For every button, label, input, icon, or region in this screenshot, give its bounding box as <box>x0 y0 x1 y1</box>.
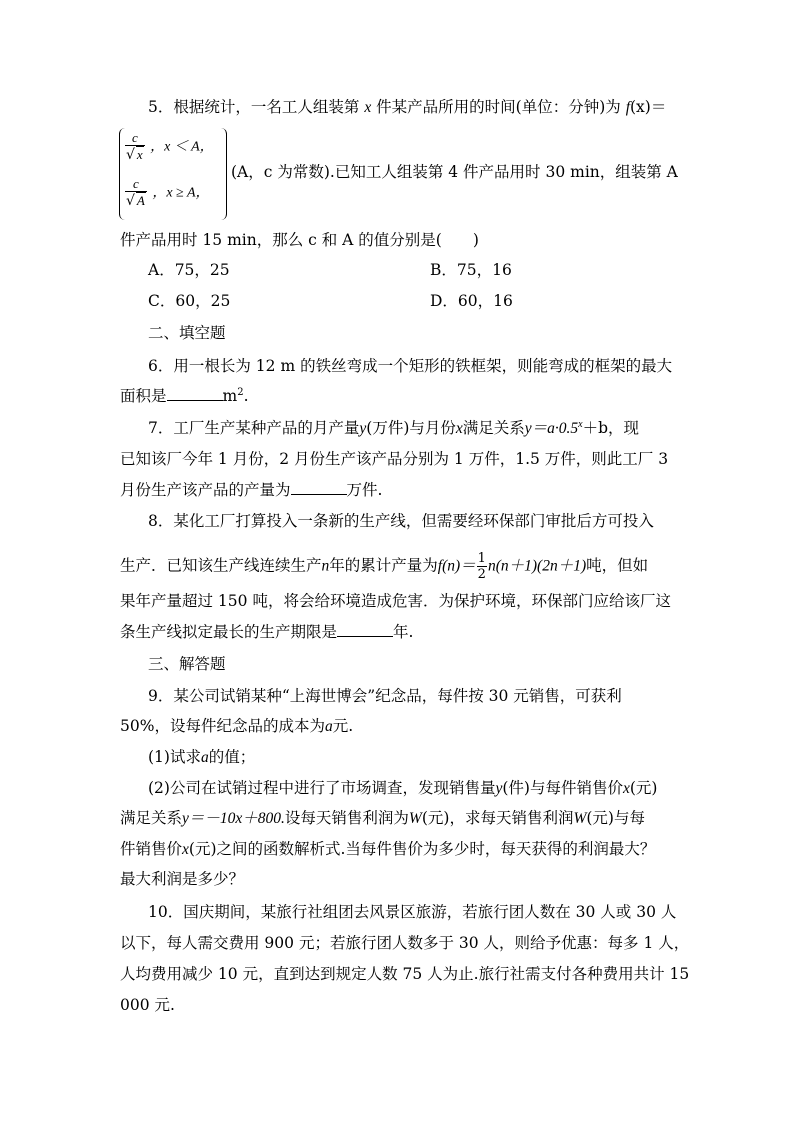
option-d <box>430 291 513 311</box>
var-x: x <box>182 841 189 858</box>
var-W: W <box>573 810 587 827</box>
var-a: a <box>324 718 333 735</box>
fraction <box>477 551 487 582</box>
option-c-text: C．60，25 <box>148 292 231 310</box>
section2-text: 二、填空题 <box>148 324 226 342</box>
condition: ，x ≥ A， <box>152 185 210 201</box>
var-x: x <box>364 99 372 116</box>
q9-text: 50%，设每件纪念品的成本为 <box>120 717 325 735</box>
q9-part2-line4 <box>120 869 244 889</box>
q7-text: 已知该厂今年 1 月份，2 月份生产该产品分别为 1 万件，1.5 万件，则此工厂 3 <box>120 450 669 468</box>
q9-text: (元) <box>629 779 658 797</box>
q5-text: 件产品用时 15 min，那么 c 和 A 的值分别是( ) <box>120 231 479 249</box>
piecewise-case-1 <box>124 130 214 163</box>
q7-text: 满足关系 <box>462 419 525 437</box>
q8-text: 8．某化工厂打算投入一条新的生产线，但需要经环保部门审批后方可投入 <box>148 512 654 530</box>
q7-line3 <box>120 480 382 500</box>
q8-line1 <box>148 511 654 531</box>
var-n: n <box>321 557 330 575</box>
q5-line2 <box>231 162 678 182</box>
condition: ，x ＜ A， <box>150 139 214 155</box>
sqrt-icon: √ <box>126 193 135 209</box>
frac-num: c <box>125 130 145 146</box>
var-y: y <box>495 780 503 797</box>
q7-text: 万件. <box>346 481 383 499</box>
func-f: f <box>625 99 630 116</box>
section3-text: 三、解答题 <box>148 655 226 673</box>
q5-text: 件某产品所用的时间(单位：分钟)为 <box>376 98 621 116</box>
q7-line1 <box>148 418 639 439</box>
q9-text: (件)与每件销售价 <box>502 779 623 797</box>
func-fn: f(n)＝ <box>437 557 476 575</box>
q10-text: 人均费用减少 10 元，直到达到规定人数 75 人为止.旅行社需支付各种费用共计 15 <box>120 965 690 983</box>
q10-text: 10．国庆期间，某旅行社组团去风景区旅游，若旅行团人数在 30 人或 30 人 <box>148 903 677 921</box>
var-x: x <box>622 780 630 797</box>
q9-part2-line3 <box>120 839 655 860</box>
q10-line1 <box>148 902 676 922</box>
q10-line4 <box>120 995 175 1015</box>
unit: m <box>222 387 238 405</box>
q9-text: (2)公司在试销过程中进行了市场调查，发现销售量 <box>148 779 496 797</box>
q5-text: 5．根据统计，一名工人组装第 <box>148 98 360 116</box>
q9-text: 满足关系 <box>120 809 183 827</box>
answer-blank[interactable] <box>167 386 223 401</box>
answer-blank[interactable] <box>291 480 347 495</box>
q9-text: 9．某公司试销某种“上海世博会”纪念品，每件按 30 元销售，可获利 <box>148 687 622 705</box>
q9-text: 的值； <box>208 748 256 766</box>
right-brace <box>220 128 227 220</box>
superscript: 2 <box>237 386 244 398</box>
q9-line2 <box>120 716 353 737</box>
formula: y＝a·0.5 <box>524 420 579 437</box>
q10-line3 <box>120 964 689 984</box>
q7-text: 7．工厂生产某种产品的月产量 <box>148 419 360 437</box>
q9-part2-line2 <box>120 808 645 829</box>
q9-part2-line1 <box>148 778 657 799</box>
radicand: x <box>136 147 143 162</box>
var-y: y <box>359 420 367 437</box>
frac-den <box>125 192 147 209</box>
frac-num: c <box>125 176 147 192</box>
var-x: x <box>455 420 463 437</box>
q7-text: 月份生产该产品的产量为 <box>120 481 291 499</box>
q9-part1 <box>148 747 255 768</box>
superscript: x <box>578 418 583 430</box>
q9-text: (元)之间的函数解析式.当每件售价为多少时，每天获得的利润最大？ <box>188 840 656 858</box>
option-b <box>430 260 512 280</box>
q9-text: (1)试求 <box>148 748 201 766</box>
q10-text: 以下，每人需交费用 900 元；若旅行团人数多于 30 人，则给予优惠：每多 1 人， <box>120 934 690 952</box>
section-heading-fill-blank <box>148 323 226 343</box>
q8-text: 年. <box>393 623 414 641</box>
section-heading-solve <box>148 654 226 674</box>
var-W: W <box>408 810 422 827</box>
q9-line1 <box>148 686 622 706</box>
q9-text: (元)与每 <box>586 809 645 827</box>
formula: n(n＋1)(2n＋1) <box>487 557 587 575</box>
q8-text: 吨，但如 <box>586 556 649 575</box>
q7-text: ＋b，现 <box>582 419 640 437</box>
q5-text: (A，c 为常数).已知工人组装第 4 件产品用时 30 min，组装第 A <box>231 163 678 181</box>
option-d-text: D．60，16 <box>430 292 513 310</box>
q9-text: 设每天销售利润为 <box>284 809 409 827</box>
q10-text: 000 元. <box>120 996 175 1014</box>
q7-text: (万件)与月份 <box>366 419 456 437</box>
q5-line1 <box>148 97 666 118</box>
fraction <box>125 130 145 163</box>
q9-text: 件销售价 <box>120 840 183 858</box>
frac-den: 2 <box>477 567 486 582</box>
q8-line3 <box>120 591 671 611</box>
q6-line1 <box>148 356 672 376</box>
piecewise-case-2 <box>124 176 210 209</box>
q7-line2 <box>120 449 668 469</box>
q8-text: 生产．已知该生产线连续生产 <box>120 556 322 575</box>
frac-den <box>125 146 145 163</box>
option-c <box>148 291 230 311</box>
formula: y＝－10x＋800. <box>182 810 285 827</box>
fraction <box>125 176 147 209</box>
option-a <box>148 260 230 280</box>
period: . <box>243 387 249 405</box>
q8-text: 条生产线拟定最长的生产期限是 <box>120 623 338 641</box>
q9-text: (元)，求每天销售利润 <box>421 809 574 827</box>
answer-blank[interactable] <box>337 622 393 637</box>
func-paren: (x)＝ <box>630 98 667 116</box>
radicand: A <box>136 193 145 208</box>
var-a: a <box>200 749 209 766</box>
q8-line2 <box>120 551 648 582</box>
q10-line2 <box>120 933 689 953</box>
q8-text: 果年产量超过 150 吨，将会给环境造成危害．为保护环境，环保部门应给该厂这 <box>120 592 671 610</box>
option-b-text: B．75，16 <box>430 261 512 279</box>
q6-line2 <box>120 386 249 406</box>
q9-text: 最大利润是多少？ <box>120 870 245 888</box>
q6-text: 面积是 <box>120 387 167 405</box>
frac-num: 1 <box>477 551 486 566</box>
q6-text: 6．用一根长为 12 m 的铁丝弯成一个矩形的铁框架，则能弯成的框架的最大 <box>148 357 673 375</box>
sqrt-icon: √ <box>126 147 135 163</box>
q9-text: 元. <box>332 717 354 735</box>
q8-text: 年的累计产量为 <box>329 556 438 575</box>
q8-line4 <box>120 622 413 642</box>
option-a-text: A．75，25 <box>148 261 230 279</box>
q5-line3 <box>120 230 479 250</box>
